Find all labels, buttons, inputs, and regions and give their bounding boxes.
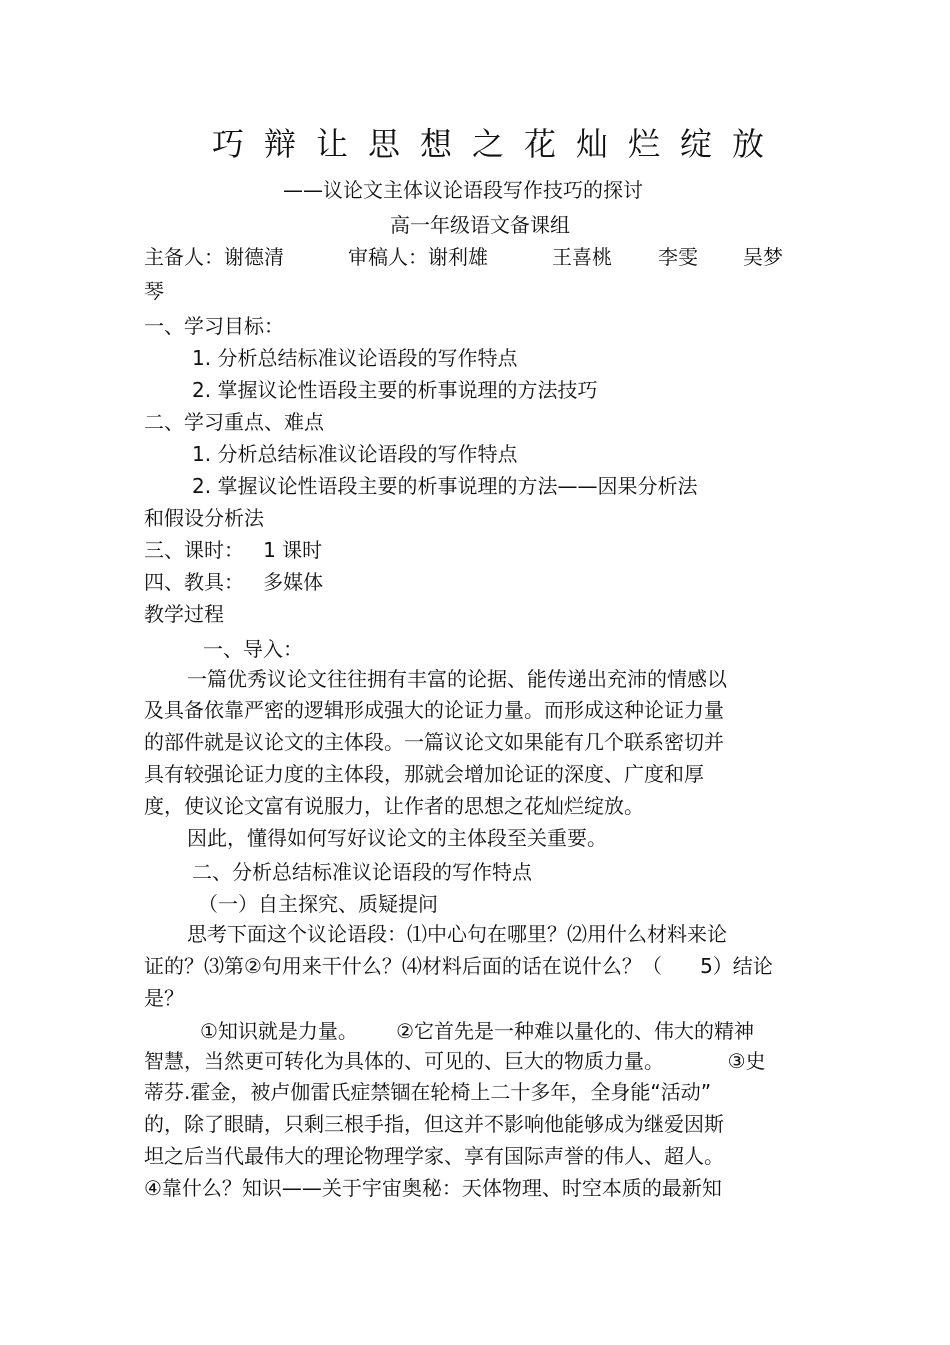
- passage-line: ①知识就是力量。 ②它首先是一种难以量化的、伟大的精神: [200, 1019, 755, 1043]
- focus-item: 1. 分析总结标准议论语段的写作特点: [192, 442, 518, 466]
- focus-heading: 二、学习重点、难点: [144, 410, 324, 434]
- intro-heading: 一、导入：: [203, 637, 303, 661]
- question-line: 证的？⑶第②句用来干什么？⑷材料后面的话在说什么？（ 5）结论: [144, 954, 773, 978]
- reviewer-2: 王喜桃: [552, 245, 612, 269]
- focus-item-cont: 和假设分析法: [144, 506, 264, 530]
- question-line: 是？: [144, 986, 184, 1010]
- goal-item: 2. 掌握议论性语段主要的析事说理的方法技巧: [192, 378, 598, 402]
- focus-item: 2. 掌握议论性语段主要的析事说理的方法——因果分析法: [192, 474, 698, 498]
- paragraph-line: 具有较强论证力度的主体段，那就会增加论证的深度、广度和厚: [144, 762, 704, 786]
- paragraph-line: 一篇优秀议论文往往拥有丰富的论据、能传递出充沛的情感以: [187, 667, 727, 691]
- teaching-tools: 四、教具： 多媒体: [144, 570, 324, 594]
- section-2-subheading: （一）自主探究、质疑提问: [198, 892, 438, 916]
- group-name: 高一年级语文备课组: [390, 213, 570, 237]
- document-title: 巧辩让思想之花灿烂绽放: [212, 125, 785, 163]
- reviewer-4: 吴梦: [743, 245, 783, 269]
- section-2-heading: 二、分析总结标准议论语段的写作特点: [192, 860, 532, 884]
- process-heading: 教学过程: [144, 602, 224, 626]
- paragraph-line: 度，使议论文富有说服力，让作者的思想之花灿烂绽放。: [144, 794, 644, 818]
- reviewer-3: 李雯: [658, 245, 698, 269]
- passage-line: 的，除了眼睛，只剩三根手指，但这并不影响他能够成为继爱因斯: [144, 1112, 724, 1136]
- question-line: 思考下面这个议论语段：⑴中心句在哪里？⑵用什么材料来论: [187, 922, 727, 946]
- passage-line: 蒂芬.霍金，被卢伽雷氏症禁锢在轮椅上二十多年，全身能“活动”: [144, 1080, 712, 1104]
- reviewer: 审稿人：谢利雄: [348, 245, 488, 269]
- passage-line: 智慧，当然更可转化为具体的、可见的、巨大的物质力量。 ③史: [144, 1049, 766, 1073]
- paragraph-line: 及具备依靠严密的逻辑形成强大的论证力量。而形成这种论证力量: [144, 698, 724, 722]
- document-subtitle: ——议论文主体议论语段写作技巧的探讨: [283, 178, 643, 202]
- goal-item: 1. 分析总结标准议论语段的写作特点: [192, 346, 518, 370]
- paragraph-line: 因此，懂得如何写好议论文的主体段至关重要。: [187, 826, 607, 850]
- passage-line: ④靠什么？知识——关于宇宙奥秘：天体物理、时空本质的最新知: [144, 1176, 722, 1200]
- passage-line: 坦之后当代最伟大的理论物理学家、享有国际声誉的伟人、超人。: [144, 1144, 724, 1168]
- paragraph-line: 的部件就是议论文的主体段。一篇议论文如果能有几个联系密切并: [144, 730, 724, 754]
- goals-heading: 一、学习目标：: [144, 314, 284, 338]
- lead-preparer: 主备人：谢德清: [144, 245, 284, 269]
- reviewer-4-cont: 琴: [144, 279, 164, 303]
- lesson-time: 三、课时： 1 课时: [144, 538, 323, 562]
